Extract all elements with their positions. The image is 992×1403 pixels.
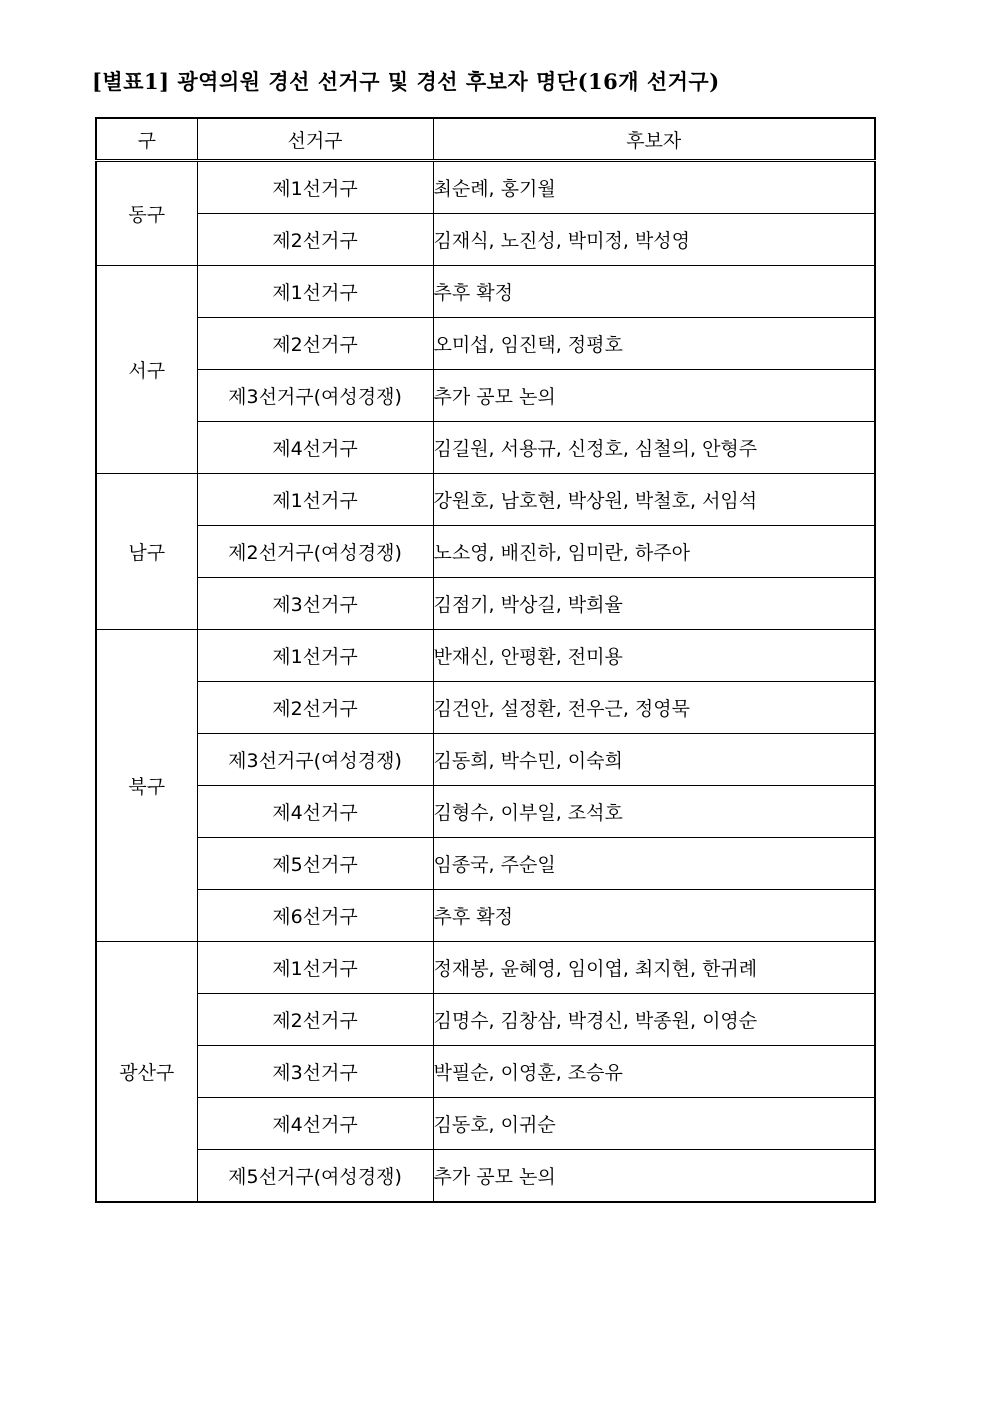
page-title: [별표1] 광역의원 경선 선거구 및 경선 후보자 명단(16개 선거구) bbox=[92, 69, 720, 94]
district-cell: 제2선거구(여성경쟁) bbox=[197, 526, 433, 578]
candidates-cell: 오미섭, 임진택, 정평호 bbox=[433, 318, 875, 370]
header-gu: 구 bbox=[96, 118, 197, 161]
district-cell: 제5선거구 bbox=[197, 838, 433, 890]
candidates-cell: 김재식, 노진성, 박미정, 박성영 bbox=[433, 214, 875, 266]
table-row bbox=[96, 786, 875, 838]
table-row bbox=[96, 266, 875, 318]
district-cell: 제5선거구(여성경쟁) bbox=[197, 1150, 433, 1203]
district-cell: 제6선거구 bbox=[197, 890, 433, 942]
candidates-cell: 노소영, 배진하, 임미란, 하주아 bbox=[433, 526, 875, 578]
candidates-cell: 김건안, 설정환, 전우근, 정영묵 bbox=[433, 682, 875, 734]
candidates-cell: 추후 확정 bbox=[433, 266, 875, 318]
candidates-cell: 추후 확정 bbox=[433, 890, 875, 942]
candidates-cell: 임종국, 주순일 bbox=[433, 838, 875, 890]
district-cell: 제2선거구 bbox=[197, 994, 433, 1046]
district-cell: 제2선거구 bbox=[197, 214, 433, 266]
district-cell: 제1선거구 bbox=[197, 630, 433, 682]
district-cell: 제4선거구 bbox=[197, 1098, 433, 1150]
table-row bbox=[96, 734, 875, 786]
table-row bbox=[96, 1098, 875, 1150]
candidates-cell: 추가 공모 논의 bbox=[433, 1150, 875, 1203]
table-row bbox=[96, 838, 875, 890]
district-cell: 제1선거구 bbox=[197, 942, 433, 994]
district-cell: 제2선거구 bbox=[197, 682, 433, 734]
district-cell: 제3선거구(여성경쟁) bbox=[197, 370, 433, 422]
table-row bbox=[96, 630, 875, 682]
candidates-cell: 김길원, 서용규, 신정호, 심철의, 안형주 bbox=[433, 422, 875, 474]
table-header bbox=[96, 118, 875, 161]
table-body bbox=[96, 161, 875, 1203]
table-row bbox=[96, 161, 875, 214]
candidates-cell: 김형수, 이부일, 조석호 bbox=[433, 786, 875, 838]
table-row bbox=[96, 994, 875, 1046]
district-cell: 제3선거구 bbox=[197, 1046, 433, 1098]
district-cell: 제3선거구 bbox=[197, 578, 433, 630]
gu-cell: 북구 bbox=[96, 630, 197, 942]
table-row bbox=[96, 526, 875, 578]
table-row bbox=[96, 214, 875, 266]
district-cell: 제4선거구 bbox=[197, 422, 433, 474]
district-cell: 제1선거구 bbox=[197, 266, 433, 318]
table-row bbox=[96, 422, 875, 474]
candidates-cell: 정재봉, 윤혜영, 임이엽, 최지현, 한귀례 bbox=[433, 942, 875, 994]
candidates-cell: 김명수, 김창삼, 박경신, 박종원, 이영순 bbox=[433, 994, 875, 1046]
table-row bbox=[96, 1046, 875, 1098]
district-cell: 제1선거구 bbox=[197, 474, 433, 526]
candidates-cell: 김동호, 이귀순 bbox=[433, 1098, 875, 1150]
candidates-cell: 최순례, 홍기월 bbox=[433, 161, 875, 214]
gu-cell: 서구 bbox=[96, 266, 197, 474]
table-row bbox=[96, 942, 875, 994]
header-district: 선거구 bbox=[197, 118, 433, 161]
table-row bbox=[96, 370, 875, 422]
candidates-cell: 박필순, 이영훈, 조승유 bbox=[433, 1046, 875, 1098]
table-row bbox=[96, 578, 875, 630]
candidate-table bbox=[95, 117, 876, 1203]
candidates-cell: 김동희, 박수민, 이숙희 bbox=[433, 734, 875, 786]
district-cell: 제2선거구 bbox=[197, 318, 433, 370]
table-row bbox=[96, 474, 875, 526]
table-row bbox=[96, 890, 875, 942]
candidates-cell: 추가 공모 논의 bbox=[433, 370, 875, 422]
candidates-cell: 김점기, 박상길, 박희율 bbox=[433, 578, 875, 630]
district-cell: 제4선거구 bbox=[197, 786, 433, 838]
header-candidates: 후보자 bbox=[433, 118, 875, 161]
candidates-cell: 강원호, 남호현, 박상원, 박철호, 서임석 bbox=[433, 474, 875, 526]
gu-cell: 남구 bbox=[96, 474, 197, 630]
table-row bbox=[96, 1150, 875, 1203]
gu-cell: 동구 bbox=[96, 161, 197, 266]
gu-cell: 광산구 bbox=[96, 942, 197, 1203]
district-cell: 제1선거구 bbox=[197, 161, 433, 214]
table-row bbox=[96, 682, 875, 734]
table-row bbox=[96, 318, 875, 370]
district-cell: 제3선거구(여성경쟁) bbox=[197, 734, 433, 786]
candidates-cell: 반재신, 안평환, 전미용 bbox=[433, 630, 875, 682]
